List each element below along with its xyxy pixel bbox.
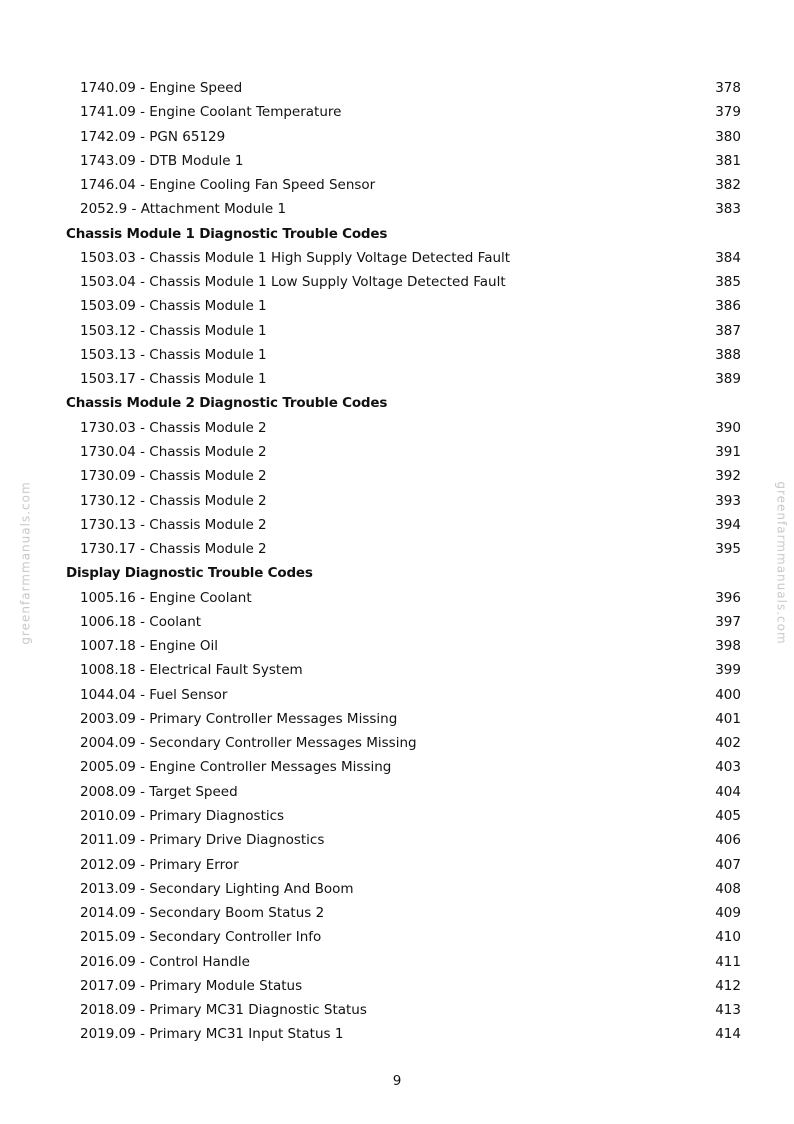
toc-entry-page-number: 412 xyxy=(715,977,741,994)
toc-entry[interactable] xyxy=(0,658,794,682)
toc-entry-page-number: 399 xyxy=(715,662,741,679)
toc-entry-title: 1007.18 - Engine Oil xyxy=(80,638,218,655)
toc-entry[interactable] xyxy=(0,853,794,877)
watermark-left: greenfarmmanuals.com xyxy=(18,481,33,645)
toc-entry-title: 2052.9 - Attachment Module 1 xyxy=(80,201,287,218)
toc-entry-title: 1730.17 - Chassis Module 2 xyxy=(80,541,267,558)
toc-entry-page-number: 408 xyxy=(715,880,741,897)
toc-entry[interactable] xyxy=(0,367,794,391)
toc-entry-page-number: 381 xyxy=(715,152,741,169)
toc-entry[interactable] xyxy=(0,828,794,852)
toc-entry-title: 2008.09 - Target Speed xyxy=(80,783,238,800)
toc-entry[interactable] xyxy=(0,998,794,1022)
toc-entry[interactable] xyxy=(0,925,794,949)
toc-entry-title: 1503.04 - Chassis Module 1 Low Supply Voltage Detected Fault xyxy=(80,274,506,291)
toc-entry[interactable] xyxy=(0,343,794,367)
toc-entry[interactable] xyxy=(0,755,794,779)
toc-entry[interactable] xyxy=(0,513,794,537)
toc-entry-title: 2010.09 - Primary Diagnostics xyxy=(80,807,285,824)
page-number: 9 xyxy=(392,1073,402,1089)
toc-entry-page-number: 398 xyxy=(715,638,741,655)
toc-entry[interactable] xyxy=(0,173,794,197)
toc-entry-title: 2015.09 - Secondary Controller Info xyxy=(80,929,322,946)
toc-entry[interactable] xyxy=(0,416,794,440)
toc-entry-page-number: 384 xyxy=(715,249,741,266)
toc-entry[interactable] xyxy=(0,270,794,294)
toc-entry[interactable] xyxy=(0,780,794,804)
toc-section-title: Display Diagnostic Trouble Codes xyxy=(66,565,313,582)
toc-entry-title: 2004.09 - Secondary Controller Messages Missing xyxy=(80,735,417,752)
toc-entry-title: 2019.09 - Primary MC31 Input Status 1 xyxy=(80,1026,344,1043)
toc-entry-title: 1503.12 - Chassis Module 1 xyxy=(80,322,267,339)
toc-entry-title: 1730.04 - Chassis Module 2 xyxy=(80,443,267,460)
toc-entry[interactable] xyxy=(0,537,794,561)
toc-entry-title: 1008.18 - Electrical Fault System xyxy=(80,662,303,679)
toc-entry-page-number: 379 xyxy=(715,104,741,121)
toc-entry[interactable] xyxy=(0,197,794,221)
toc-entry-title: 1741.09 - Engine Coolant Temperature xyxy=(80,104,342,121)
toc-entry[interactable] xyxy=(0,125,794,149)
toc-entry-title: 1006.18 - Coolant xyxy=(80,613,202,630)
toc-entry-page-number: 406 xyxy=(715,832,741,849)
toc-section-heading xyxy=(0,222,794,246)
toc-entry[interactable] xyxy=(0,683,794,707)
toc-entry[interactable] xyxy=(0,464,794,488)
toc-entry-title: 1503.09 - Chassis Module 1 xyxy=(80,298,267,315)
toc-entry[interactable] xyxy=(0,804,794,828)
toc-entry-page-number: 401 xyxy=(715,710,741,727)
toc-entry-title: 1740.09 - Engine Speed xyxy=(80,80,243,96)
toc-entry[interactable] xyxy=(0,901,794,925)
toc-entry-title: 2017.09 - Primary Module Status xyxy=(80,977,303,994)
toc-entry[interactable] xyxy=(0,1022,794,1046)
toc-entry-title: 1746.04 - Engine Cooling Fan Speed Sensor xyxy=(80,177,376,194)
toc-entry-page-number: 405 xyxy=(715,807,741,824)
toc-entry[interactable] xyxy=(0,76,794,100)
toc-entry-title: 1730.03 - Chassis Module 2 xyxy=(80,419,267,436)
toc-entry[interactable] xyxy=(0,877,794,901)
toc-entry-page-number: 386 xyxy=(715,298,741,315)
toc-entry-page-number: 382 xyxy=(715,177,741,194)
toc-entry-page-number: 378 xyxy=(715,80,741,96)
toc-entry-title: 1005.16 - Engine Coolant xyxy=(80,589,252,606)
toc-entry[interactable] xyxy=(0,319,794,343)
toc-entry-title: 2011.09 - Primary Drive Diagnostics xyxy=(80,832,325,849)
toc-entry-page-number: 404 xyxy=(715,783,741,800)
toc-entry-page-number: 395 xyxy=(715,541,741,558)
toc-entry[interactable] xyxy=(0,440,794,464)
toc-entry-page-number: 411 xyxy=(715,953,741,970)
toc-entry-title: 2018.09 - Primary MC31 Diagnostic Status xyxy=(80,1002,367,1019)
toc-entry[interactable] xyxy=(0,707,794,731)
toc-entry-title: 2014.09 - Secondary Boom Status 2 xyxy=(80,905,325,922)
watermark-right: greenfarmmanuals.com xyxy=(774,481,789,645)
toc-entry-page-number: 407 xyxy=(715,856,741,873)
toc-entry-title: 1730.13 - Chassis Module 2 xyxy=(80,516,267,533)
toc-entry-page-number: 414 xyxy=(715,1026,741,1043)
toc-entry[interactable] xyxy=(0,149,794,173)
toc-entry-page-number: 391 xyxy=(715,443,741,460)
toc-entry-title: 1730.12 - Chassis Module 2 xyxy=(80,492,267,509)
toc-entry-page-number: 403 xyxy=(715,759,741,776)
toc-entry-title: 1742.09 - PGN 65129 xyxy=(80,128,226,145)
toc-entry-title: 2013.09 - Secondary Lighting And Boom xyxy=(80,880,354,897)
toc-entry-page-number: 387 xyxy=(715,322,741,339)
toc-entry-page-number: 389 xyxy=(715,371,741,388)
toc-entry-page-number: 413 xyxy=(715,1002,741,1019)
toc-entry-title: 2016.09 - Control Handle xyxy=(80,953,250,970)
toc-entry-title: 2012.09 - Primary Error xyxy=(80,856,239,873)
toc-entry-page-number: 397 xyxy=(715,613,741,630)
toc-entry[interactable] xyxy=(0,586,794,610)
toc-entry-title: 1743.09 - DTB Module 1 xyxy=(80,152,244,169)
toc-section-title: Chassis Module 2 Diagnostic Trouble Codes xyxy=(66,395,388,412)
toc-entry[interactable] xyxy=(0,950,794,974)
toc-entry[interactable] xyxy=(0,246,794,270)
toc-entry[interactable] xyxy=(0,100,794,124)
toc-entry[interactable] xyxy=(0,634,794,658)
toc-entry-page-number: 402 xyxy=(715,735,741,752)
toc-entry-page-number: 394 xyxy=(715,516,741,533)
toc-entry[interactable] xyxy=(0,294,794,318)
toc-entry-page-number: 380 xyxy=(715,128,741,145)
toc-entry-page-number: 385 xyxy=(715,274,741,291)
toc-entry-page-number: 410 xyxy=(715,929,741,946)
toc-entry-page-number: 383 xyxy=(715,201,741,218)
toc-entry-title: 1503.17 - Chassis Module 1 xyxy=(80,371,267,388)
toc-entry[interactable] xyxy=(0,974,794,998)
table-of-contents xyxy=(0,76,794,1047)
toc-entry-page-number: 392 xyxy=(715,468,741,485)
toc-entry-page-number: 409 xyxy=(715,905,741,922)
toc-section-heading xyxy=(0,561,794,585)
toc-entry-page-number: 400 xyxy=(715,686,741,703)
toc-entry[interactable] xyxy=(0,731,794,755)
toc-entry-page-number: 396 xyxy=(715,589,741,606)
toc-entry-title: 2003.09 - Primary Controller Messages Missing xyxy=(80,710,398,727)
toc-entry[interactable] xyxy=(0,610,794,634)
toc-entry[interactable] xyxy=(0,489,794,513)
toc-entry-title: 2005.09 - Engine Controller Messages Missing xyxy=(80,759,392,776)
toc-entry-title: 1730.09 - Chassis Module 2 xyxy=(80,468,267,485)
toc-entry-title: 1503.13 - Chassis Module 1 xyxy=(80,346,267,363)
toc-entry-page-number: 388 xyxy=(715,346,741,363)
toc-section-title: Chassis Module 1 Diagnostic Trouble Codes xyxy=(66,225,388,242)
toc-entry-page-number: 390 xyxy=(715,419,741,436)
toc-section-heading xyxy=(0,391,794,415)
toc-entry-title: 1503.03 - Chassis Module 1 High Supply Voltage Detected Fault xyxy=(80,249,511,266)
toc-entry-title: 1044.04 - Fuel Sensor xyxy=(80,686,228,703)
toc-entry-page-number: 393 xyxy=(715,492,741,509)
